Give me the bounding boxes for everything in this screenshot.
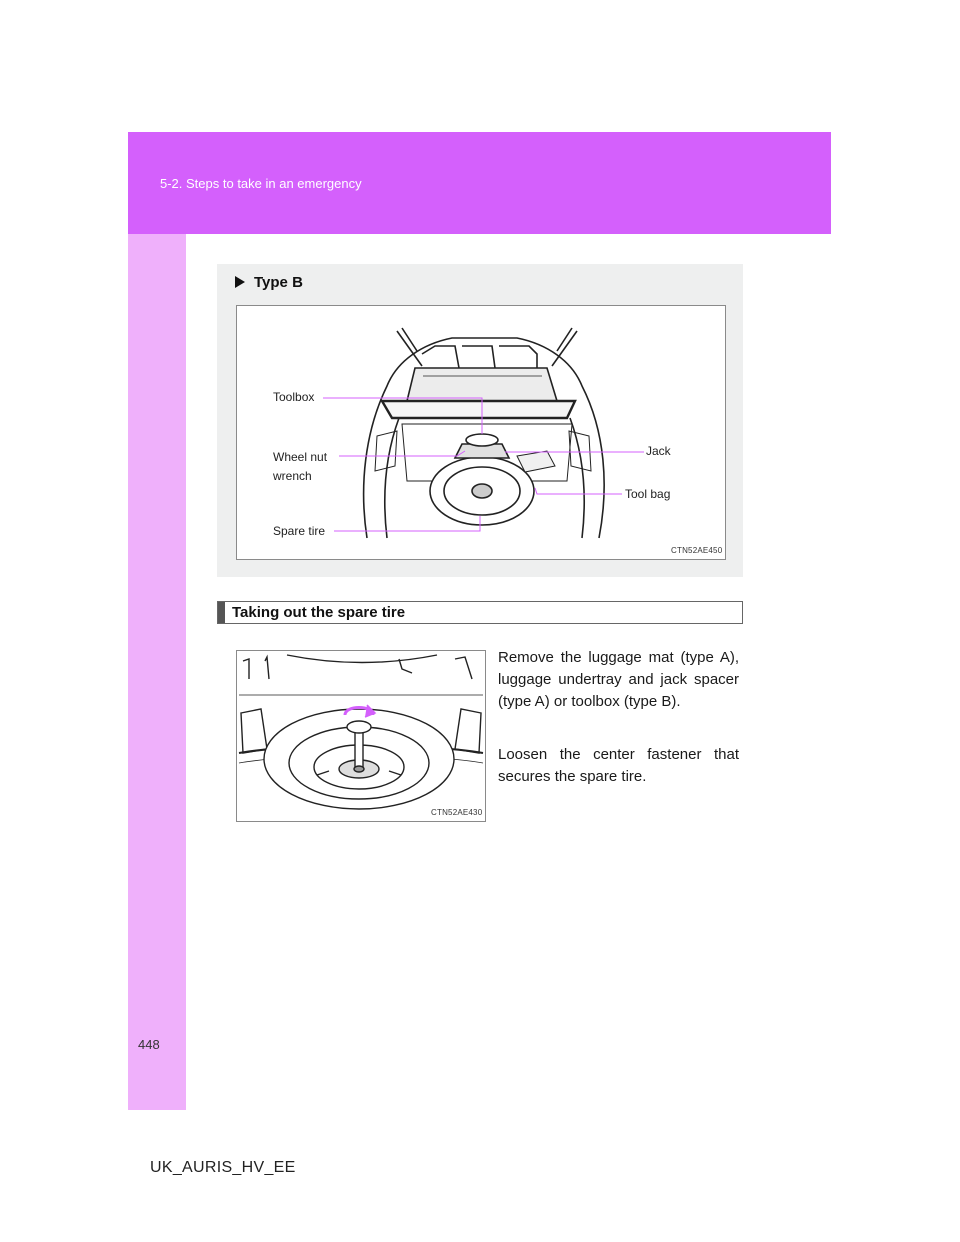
instruction-remove-mat: Remove the luggage mat (type A), luggage undertray and jack spacer (type A) or toolbox (type B). bbox=[498, 649, 739, 710]
figure-code-step: CTN52AE430 bbox=[431, 808, 483, 817]
section-header-accent bbox=[218, 602, 225, 623]
type-b-heading bbox=[235, 274, 303, 291]
spare-tire-fastener-drawing bbox=[237, 651, 485, 821]
section-header bbox=[217, 601, 743, 624]
callout-tool-bag: Tool bag bbox=[625, 487, 671, 501]
side-margin-bar bbox=[128, 132, 186, 1110]
section-breadcrumb: 5-2. Steps to take in an emergency bbox=[160, 176, 362, 191]
callout-wheel-nut-wrench-line2: wrench bbox=[273, 469, 312, 483]
spare-tire-fastener-illustration bbox=[236, 650, 486, 822]
callout-wheel-nut-wrench-line1: Wheel nut bbox=[273, 450, 328, 464]
page-number: 448 bbox=[138, 1037, 160, 1052]
callout-spare-tire: Spare tire bbox=[273, 524, 326, 538]
callout-jack: Jack bbox=[646, 444, 671, 458]
section-title: Taking out the spare tire bbox=[232, 604, 406, 621]
document-code: UK_AURIS_HV_EE bbox=[150, 1159, 296, 1176]
figure-code-type-b: CTN52AE450 bbox=[671, 546, 723, 555]
type-b-label: Type B bbox=[254, 274, 303, 291]
luggage-compartment-illustration bbox=[236, 305, 726, 560]
triangle-bullet-icon bbox=[235, 276, 245, 288]
callout-toolbox: Toolbox bbox=[273, 390, 315, 404]
instruction-loosen-fastener: Loosen the center fastener that secures the spare tire. bbox=[498, 746, 739, 785]
